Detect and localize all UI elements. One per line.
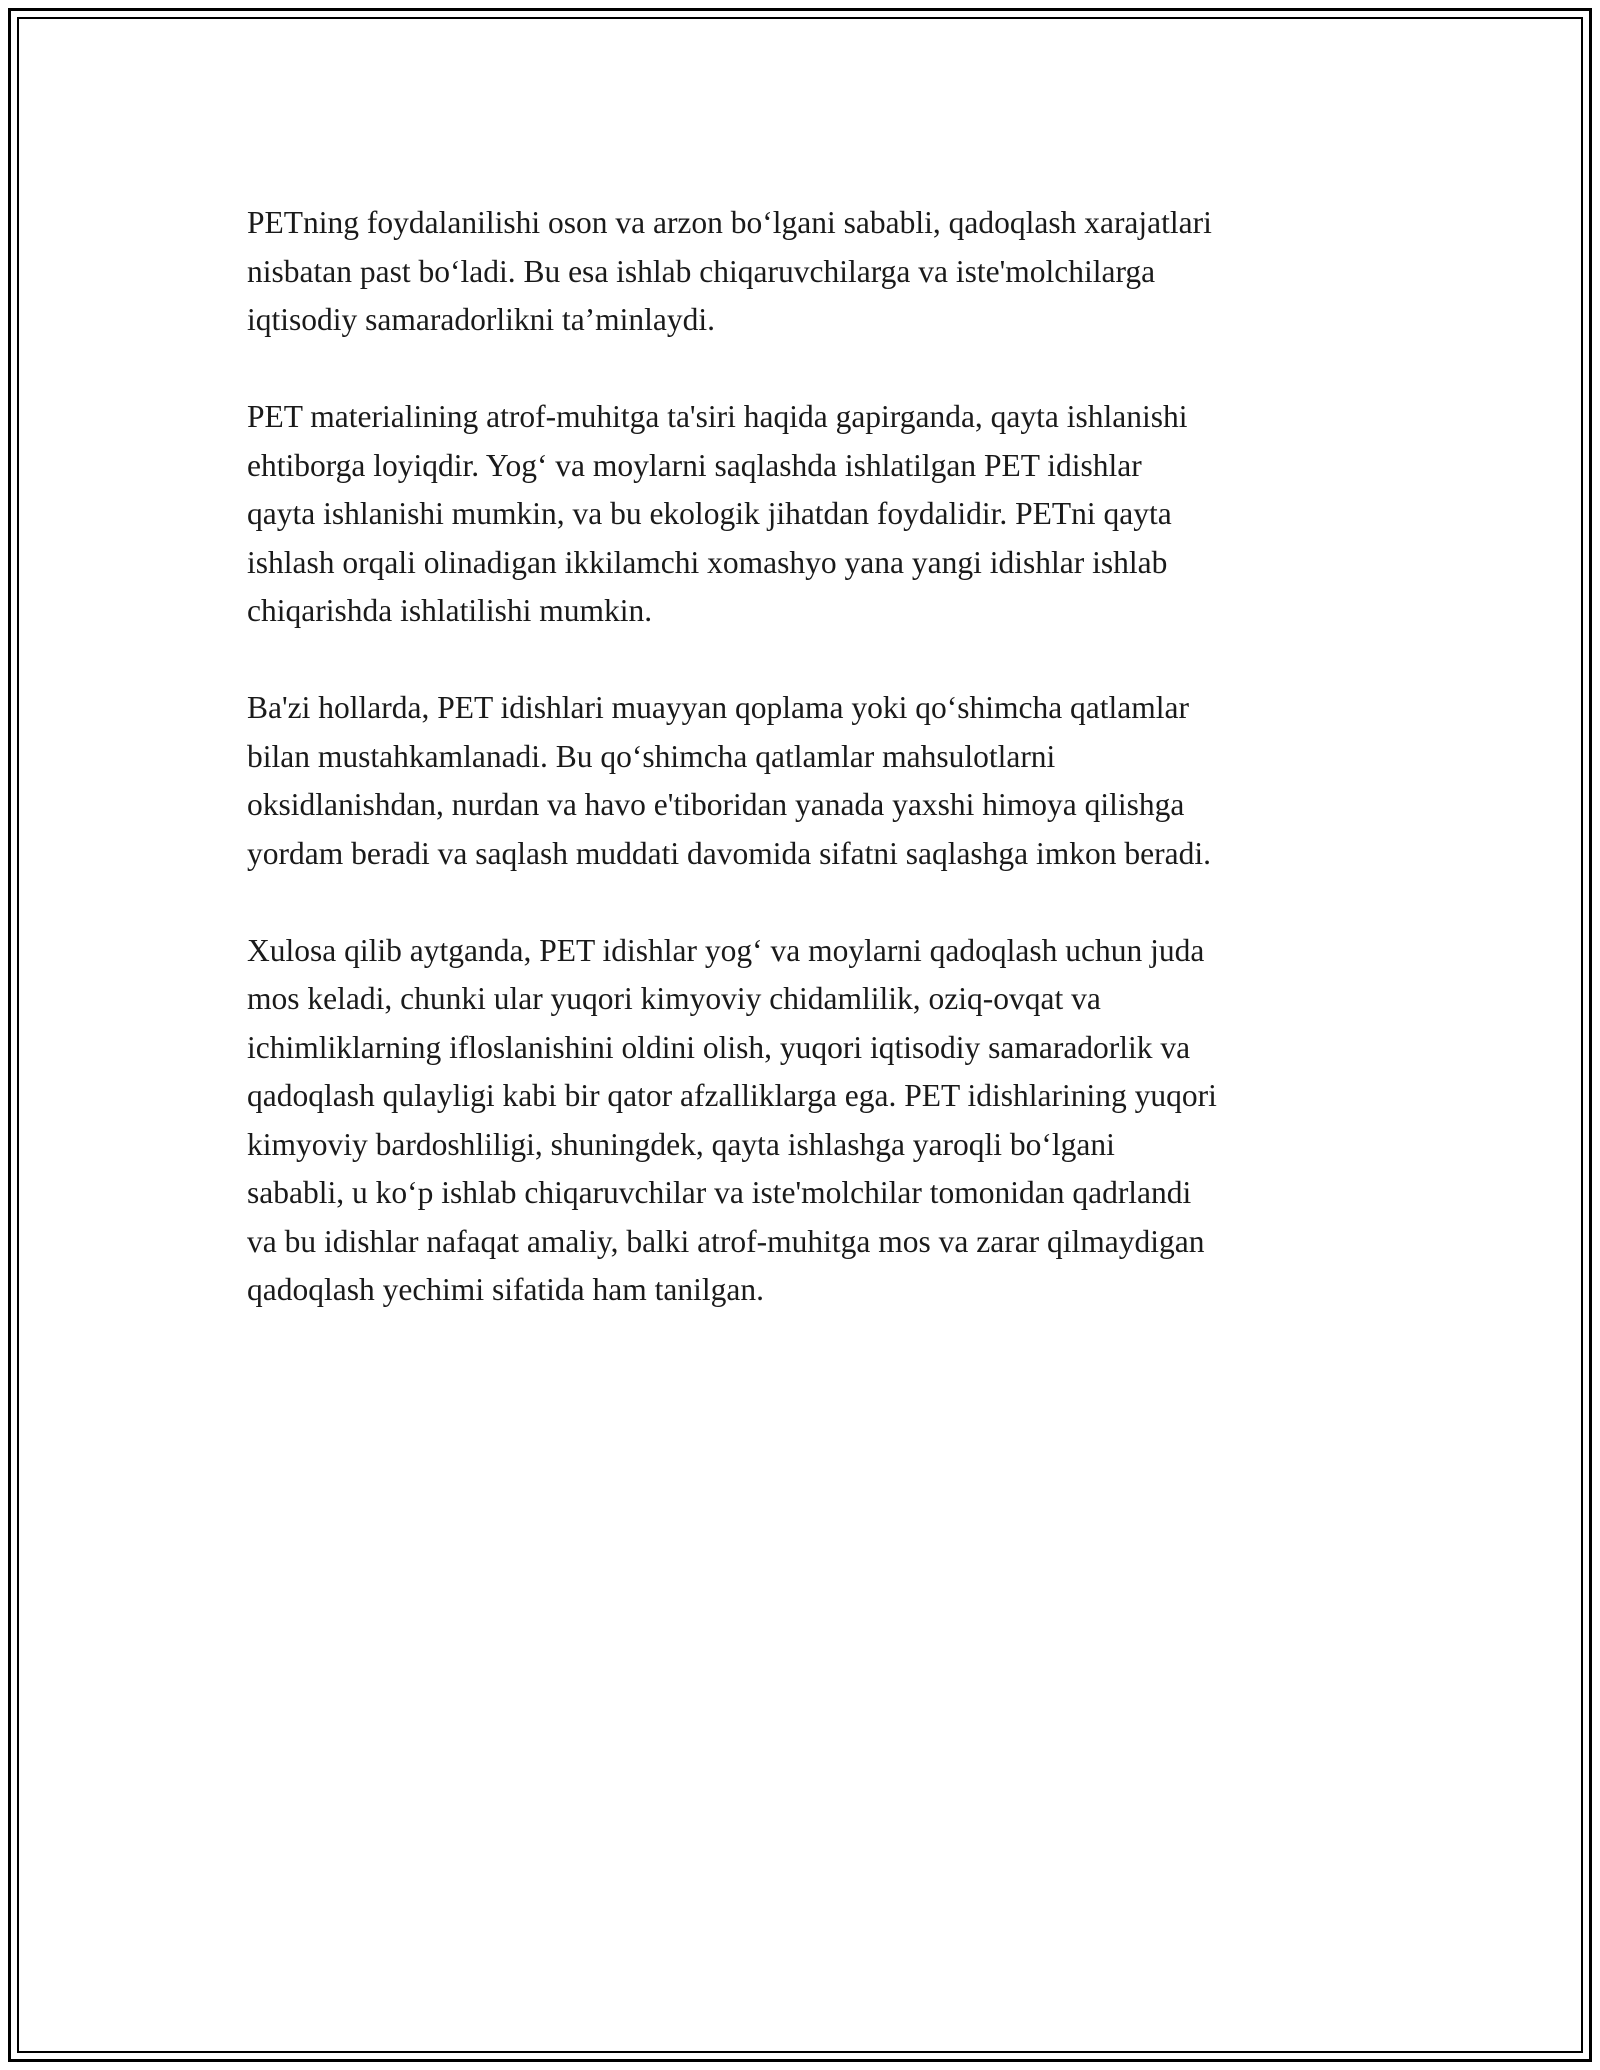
- paragraph-3: [247, 684, 1407, 878]
- text-line: PET materialining atrof-muhitga ta'siri haqida gapirganda, qayta ishlanishi: [247, 399, 1188, 434]
- text-line: qayta ishlanishi mumkin, va bu ekologik jihatdan foydalidir. PETni qayta: [247, 496, 1172, 531]
- text-line: ehtiborga loyiqdir. Yog‘ va moylarni saqlashda ishlatilgan PET idishlar: [247, 447, 1142, 483]
- text-line: nisbatan past bo‘ladi. Bu esa ishlab chiqaruvchilarga va iste'molchilarga: [247, 253, 1156, 289]
- text-line: Ba'zi hollarda, PET idishlari muayyan qoplama yoki qo‘shimcha qatlamlar: [247, 690, 1189, 725]
- text-line: PETning foydalanilishi oson va arzon bo‘lgani sababli, qadoqlash xarajatlari: [247, 205, 1212, 240]
- text-line: va bu idishlar nafaqat amaliy, balki atrof-muhitga mos va zarar qilmaydigan: [247, 1223, 1205, 1259]
- text-line: iqtisodiy samaradorlikni ta’minlaydi.: [247, 302, 716, 337]
- text-line: chiqarishda ishlatilishi mumkin.: [247, 593, 653, 628]
- paragraph-1: [247, 199, 1407, 345]
- text-line: qadoqlash qulayligi kabi bir qator afzalliklarga ega. PET idishlarining yuqori: [247, 1078, 1217, 1113]
- text-line: sababli, u ko‘p ishlab chiqaruvchilar va iste'molchilar tomonidan qadrlandi: [247, 1175, 1192, 1210]
- text-line: qadoqlash yechimi sifatida ham tanilgan.: [247, 1272, 764, 1307]
- document-body: [247, 199, 1407, 1315]
- paragraph-4: [247, 927, 1407, 1315]
- text-line: mos keladi, chunki ular yuqori kimyoviy chidamlilik, oziq-ovqat va: [247, 981, 1101, 1016]
- text-line: oksidlanishdan, nurdan va havo e'tiboridan yanada yaxshi himoya qilishga: [247, 787, 1185, 822]
- paragraph-2: [247, 393, 1407, 636]
- text-line: kimyoviy bardoshliligi, shuningdek, qayta ishlashga yaroqli bo‘lgani: [247, 1126, 1115, 1162]
- text-line: ishlash orqali olinadigan ikkilamchi xomashyo yana yangi idishlar ishlab: [247, 544, 1168, 580]
- text-line: yordam beradi va saqlash muddati davomida sifatni saqlashga imkon beradi.: [247, 835, 1211, 871]
- text-line: bilan mustahkamlanadi. Bu qo‘shimcha qatlamlar mahsulotlarni: [247, 738, 1056, 774]
- text-line: Xulosa qilib aytganda, PET idishlar yog‘ va moylarni qadoqlash uchun juda: [247, 932, 1205, 968]
- text-line: ichimliklarning ifloslanishini oldini olish, yuqori iqtisodiy samaradorlik va: [247, 1029, 1191, 1065]
- page-border: [8, 8, 1592, 2062]
